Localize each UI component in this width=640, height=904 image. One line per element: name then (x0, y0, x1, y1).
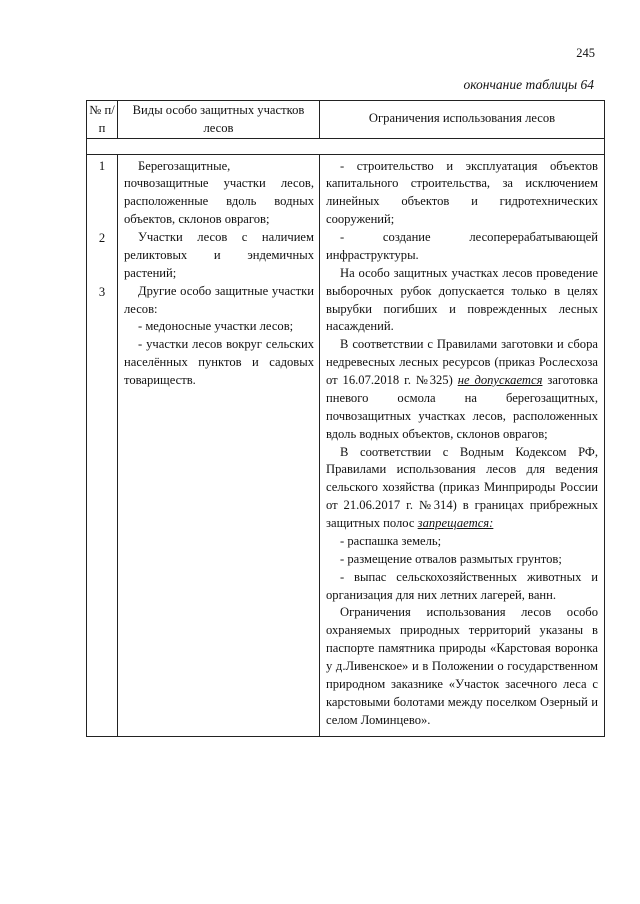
row-number: 3 (98, 284, 106, 299)
restriction-paragraph: - создание лесоперерабатывающей инфраструктуры. (326, 230, 598, 262)
row-number: 1 (98, 158, 106, 173)
header-kind: Виды особо защитных участков лесов (118, 101, 320, 139)
header-restrictions: Ограничения использования лесов (320, 101, 605, 139)
kind-item: Участки лесов с наличием реликтовых и эндемичных растений; (124, 230, 314, 280)
kind-subitem: - участки лесов вокруг сельских населённых пунктов и садовых товариществ. (124, 337, 314, 387)
restrictions-cell (320, 154, 605, 736)
restriction-list-item: - выпас сельскохозяйственных животных и организация для них летних лагерей, ванн. (326, 569, 598, 602)
kind-item: Берегозащитные, почвозащитные участки лесов, расположенные вдоль водных объектов, склонов оврагов; (124, 158, 314, 227)
row-numbers-cell (87, 154, 118, 736)
table-caption: окончание таблицы 64 (463, 77, 594, 92)
restriction-list-item: - распашка земель; (340, 533, 442, 548)
restriction-paragraph: На особо защитных участках лесов проведение выборочных рубок допускается только в целях вырубки погибших и поврежденных лесных насаждений. (326, 265, 598, 334)
kinds-cell (118, 154, 320, 736)
restriction-paragraph: В соответствии с Водным Кодексом РФ, Правилами использования лесов для ведения сельского хозяйства (приказ Минприроды России от 21.06.2017 г. №314) в границах прибрежных защитных полос запрещается: (326, 444, 598, 530)
restriction-list-item: - размещение отвалов размытых грунтов; (340, 551, 562, 566)
spacer-row (87, 138, 605, 154)
emphasis-not-allowed: не допускается (457, 373, 543, 387)
restriction-paragraph: - строительство и эксплуатация объектов капитального строительства, за исключением линейных объектов и гидротехнических сооружений; (326, 158, 598, 227)
row-number: 2 (98, 230, 106, 245)
emphasis-prohibited: запрещается: (417, 516, 494, 530)
page-number: 245 (576, 46, 595, 60)
restriction-paragraph: Ограничения использования лесов особо охраняемых природных территорий указаны в паспорте памятника природы «Карстовая воронка у д.Ливенское» и в Положении о государственном природном заказнике «Участок засечного леса с карстовыми болотами между поселком Озерный и селом Ломинцево». (326, 605, 598, 727)
restrictions-table (86, 100, 605, 737)
restriction-paragraph: В соответствии с Правилами заготовки и сбора недревесных лесных ресурсов (приказ Рослесхоза от 16.07.2018 г. №325) не допускается заготовка пневого осмола на берегозащитных, почвозащитных участках лесов, расположенных вдоль водных объектов, склонов оврагов; (326, 337, 599, 441)
kind-item: Другие особо защитные участки лесов: (124, 283, 314, 316)
table-header-row (87, 101, 605, 139)
header-number: № п/п (87, 101, 118, 139)
kind-subitem: - медоносные участки лесов; (138, 319, 294, 334)
table-row (87, 154, 605, 736)
